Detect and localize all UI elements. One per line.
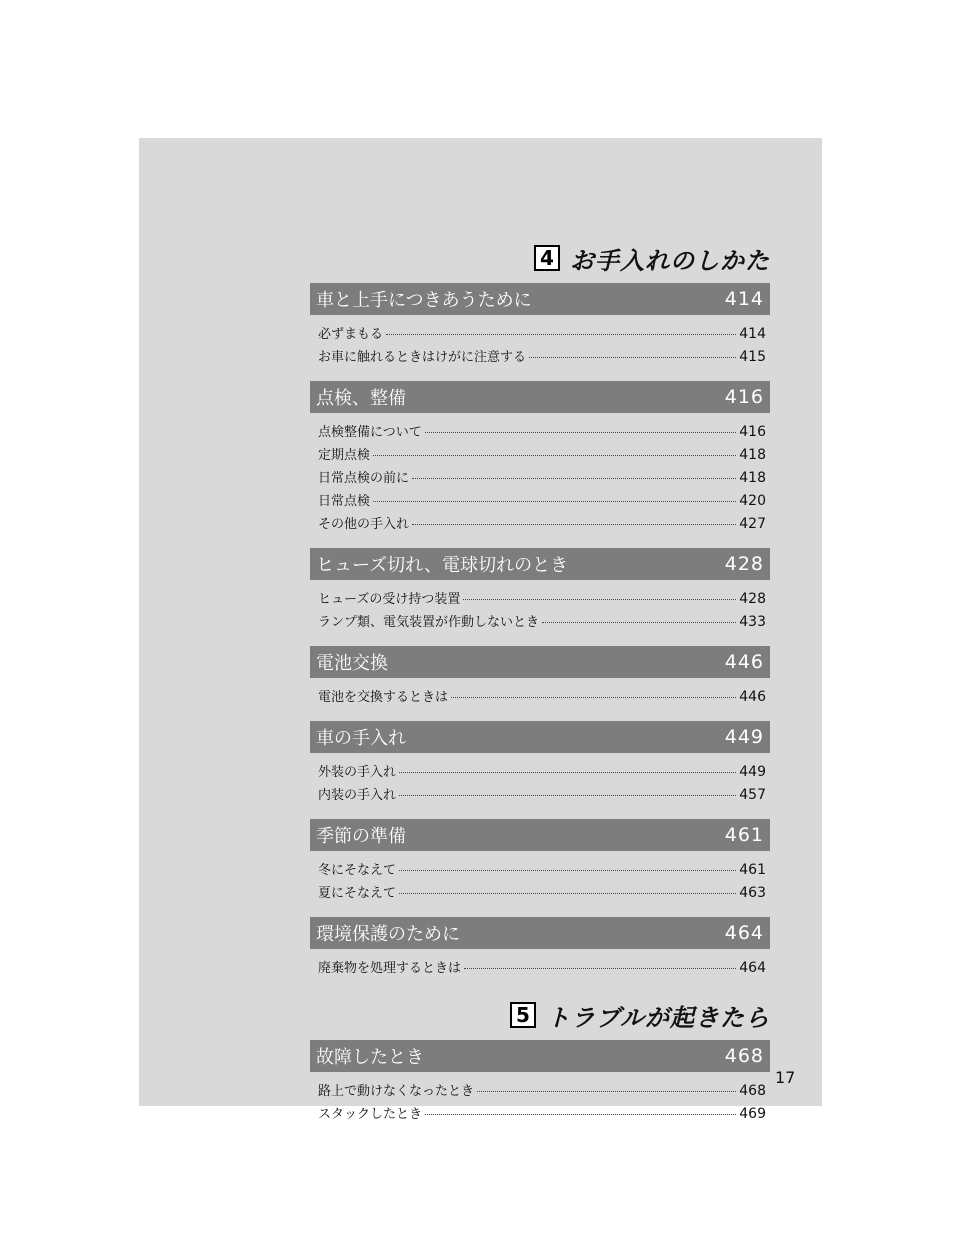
entry-label: 内装の手入れ <box>318 788 397 803</box>
chapter-5-heading <box>310 1000 770 1030</box>
section-items <box>310 859 770 905</box>
entry-page: 469 <box>739 1106 766 1122</box>
entry-page: 416 <box>739 424 766 440</box>
leader-dots <box>529 357 736 358</box>
table-of-contents <box>310 243 770 1138</box>
entry-page: 464 <box>739 960 766 976</box>
section-items <box>310 1080 770 1126</box>
toc-entry[interactable] <box>310 882 770 905</box>
entry-page: 461 <box>739 862 766 878</box>
leader-dots <box>542 622 736 623</box>
section-page: 416 <box>724 386 764 408</box>
toc-entry[interactable] <box>310 1080 770 1103</box>
section-page: 449 <box>724 726 764 748</box>
section-items <box>310 421 770 536</box>
entry-page: 463 <box>739 885 766 901</box>
toc-entry[interactable] <box>310 444 770 467</box>
leader-dots <box>399 870 736 871</box>
toc-entry[interactable] <box>310 761 770 784</box>
toc-entry[interactable] <box>310 323 770 346</box>
entry-page: 433 <box>739 614 766 630</box>
section-title: 故障したとき <box>316 1047 424 1068</box>
section-header[interactable] <box>310 819 770 851</box>
entry-label: ヒューズの受け持つ装置 <box>318 592 461 607</box>
entry-label: お車に触れるときはけがに注意する <box>318 350 527 365</box>
leader-dots <box>399 893 736 894</box>
leader-dots <box>425 1114 736 1115</box>
entry-page: 468 <box>739 1083 766 1099</box>
entry-label: 路上で動けなくなったとき <box>318 1084 475 1099</box>
entry-label: ランプ類、電気装置が作動しないとき <box>318 615 540 630</box>
section-header[interactable] <box>310 917 770 949</box>
section-page: 461 <box>724 824 764 846</box>
section-page: 414 <box>724 288 764 310</box>
leader-dots <box>373 455 736 456</box>
section-title: ヒューズ切れ、電球切れのとき <box>316 555 569 576</box>
entry-label: 定期点検 <box>318 448 371 463</box>
entry-label: 点検整備について <box>318 425 422 440</box>
toc-entry[interactable] <box>310 784 770 807</box>
entry-page: 457 <box>739 787 766 803</box>
entry-page: 418 <box>739 447 766 463</box>
chapter-number: 5 <box>510 1002 536 1028</box>
entry-label: 必ずまもる <box>318 327 384 342</box>
section-page: 468 <box>724 1045 764 1067</box>
section-title: 季節の準備 <box>316 826 406 847</box>
toc-entry[interactable] <box>310 490 770 513</box>
entry-page: 427 <box>739 516 766 532</box>
chapter-4-heading <box>310 243 770 273</box>
toc-entry[interactable] <box>310 957 770 980</box>
chapter-title: トラブルが起きたら <box>545 1003 770 1032</box>
section-items <box>310 588 770 634</box>
leader-dots <box>464 968 736 969</box>
leader-dots <box>477 1091 736 1092</box>
toc-entry[interactable] <box>310 588 770 611</box>
leader-dots <box>386 334 736 335</box>
toc-entry[interactable] <box>310 611 770 634</box>
section-title: 電池交換 <box>316 653 388 674</box>
entry-label: スタックしたとき <box>318 1107 423 1122</box>
section-page: 464 <box>724 922 764 944</box>
toc-entry[interactable] <box>310 346 770 369</box>
section-page: 428 <box>724 553 764 575</box>
leader-dots <box>373 501 736 502</box>
entry-label: 夏にそなえて <box>318 886 397 901</box>
chapter-number: 4 <box>534 245 560 271</box>
section-items <box>310 761 770 807</box>
section-header[interactable] <box>310 283 770 315</box>
entry-label: 廃棄物を処理するときは <box>318 961 462 976</box>
toc-entry[interactable] <box>310 421 770 444</box>
leader-dots <box>399 772 736 773</box>
leader-dots <box>425 432 737 433</box>
entry-label: 外装の手入れ <box>318 765 397 780</box>
toc-entry[interactable] <box>310 686 770 709</box>
leader-dots <box>412 524 736 525</box>
entry-label: その他の手入れ <box>318 517 410 532</box>
entry-label: 電池を交換するときは <box>318 690 449 705</box>
section-header[interactable] <box>310 721 770 753</box>
entry-page: 449 <box>739 764 766 780</box>
toc-entry[interactable] <box>310 1103 770 1126</box>
toc-entry[interactable] <box>310 467 770 490</box>
section-items <box>310 323 770 369</box>
toc-entry[interactable] <box>310 513 770 536</box>
chapter-title: お手入れのしかた <box>570 246 770 275</box>
entry-page: 414 <box>739 326 766 342</box>
entry-page: 446 <box>739 689 766 705</box>
toc-entry[interactable] <box>310 859 770 882</box>
section-items <box>310 686 770 709</box>
section-header[interactable] <box>310 646 770 678</box>
leader-dots <box>412 478 736 479</box>
leader-dots <box>451 697 736 698</box>
section-header[interactable] <box>310 1040 770 1072</box>
section-title: 車の手入れ <box>316 728 406 749</box>
page-number: 17 <box>775 1068 796 1087</box>
section-title: 車と上手につきあうために <box>316 290 532 311</box>
section-page: 446 <box>724 651 764 673</box>
section-header[interactable] <box>310 381 770 413</box>
entry-page: 418 <box>739 470 766 486</box>
entry-page: 428 <box>739 591 766 607</box>
section-title: 点検、整備 <box>316 388 406 409</box>
leader-dots <box>399 795 736 796</box>
entry-label: 日常点検の前に <box>318 471 410 486</box>
entry-page: 420 <box>739 493 766 509</box>
entry-page: 415 <box>739 349 766 365</box>
entry-label: 日常点検 <box>318 494 371 509</box>
section-header[interactable] <box>310 548 770 580</box>
section-title: 環境保護のために <box>316 924 460 945</box>
section-items <box>310 957 770 980</box>
leader-dots <box>463 599 736 600</box>
entry-label: 冬にそなえて <box>318 863 397 878</box>
